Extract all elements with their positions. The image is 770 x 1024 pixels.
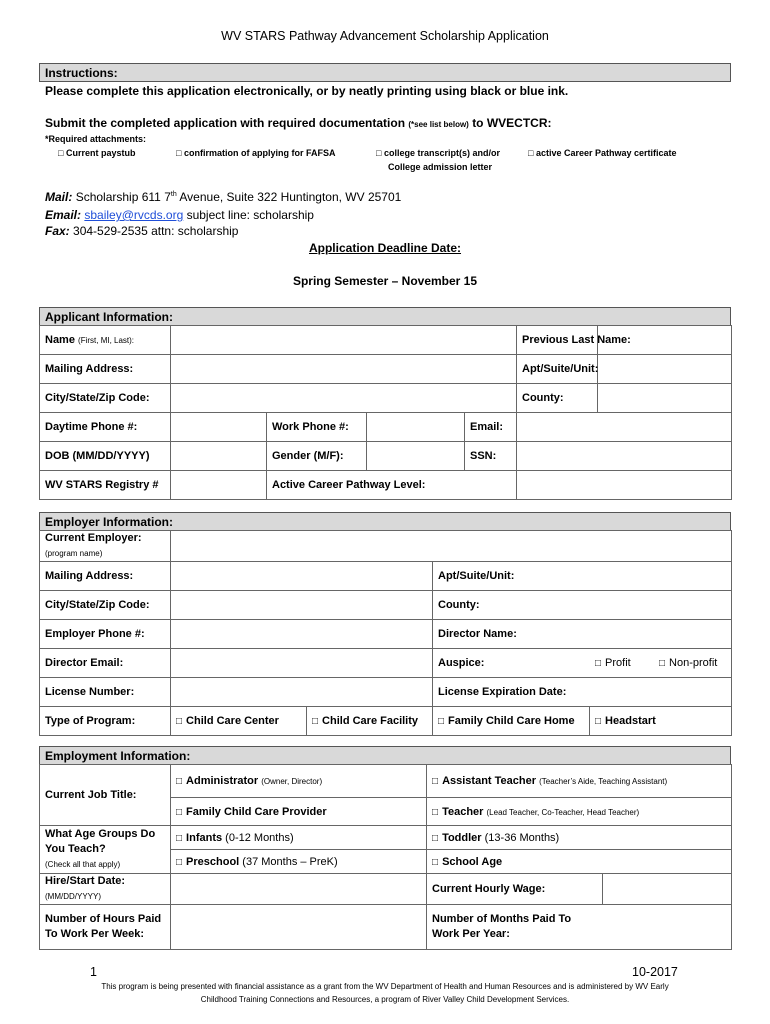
employer-heading: Employer Information: <box>45 515 174 529</box>
job-administrator[interactable]: □ Administrator (Owner, Director) <box>171 765 427 798</box>
employment-table <box>39 764 732 950</box>
program-type-child-care-facility[interactable]: □ Child Care Facility <box>307 707 433 736</box>
submit-pre: Submit the completed application with required documentation <box>45 116 406 130</box>
director-email-field[interactable] <box>171 649 433 678</box>
registry-label: WV STARS Registry # <box>40 471 171 500</box>
program-type-family-child-care-home[interactable]: □ Family Child Care Home <box>433 707 590 736</box>
checkbox-icon: □ <box>176 806 183 818</box>
revision-date: 10-2017 <box>632 965 678 979</box>
checkbox-icon: □ <box>312 716 319 727</box>
employer-table <box>39 530 732 736</box>
checkbox-icon: □ <box>176 716 183 727</box>
job-assistant-teacher[interactable]: □ Assistant Teacher (Teacher’s Aide, Teaching Assistant) <box>427 765 732 798</box>
employer-city-label: City/State/Zip Code: <box>40 591 171 620</box>
checkbox-icon: □ <box>432 832 439 844</box>
fax-text: 304-529-2535 attn: scholarship <box>69 224 239 238</box>
attachment-transcript-line2: College admission letter <box>388 162 493 172</box>
gender-label: Gender (M/F): <box>267 442 367 471</box>
job-family-provider[interactable]: □ Family Child Care Provider <box>171 798 427 826</box>
checkbox-icon[interactable]: □ <box>58 148 64 158</box>
email-label-cell: Email: <box>465 413 517 442</box>
checkbox-icon: □ <box>176 776 183 787</box>
profit-option[interactable]: □ Profit <box>595 657 631 669</box>
pathway-level-field[interactable] <box>517 471 732 500</box>
checkbox-icon[interactable]: □ <box>176 148 182 158</box>
hourly-wage-label: Current Hourly Wage: <box>427 874 603 905</box>
director-name-label: Director Name: <box>433 620 732 649</box>
checkbox-icon: □ <box>176 832 183 844</box>
checkbox-icon[interactable]: □ <box>528 148 534 158</box>
email-label: Email: <box>45 208 82 222</box>
attachment-transcript <box>376 148 500 158</box>
email-link[interactable]: sbailey@rvcds.org <box>84 208 184 222</box>
mail-line <box>45 190 401 204</box>
attachment-paystub <box>58 148 135 158</box>
mail-label: Mail: <box>45 190 73 204</box>
deadline-heading: Application Deadline Date: <box>308 241 462 255</box>
footer-note-line1: This program is being presented with financial assistance as a grant from the WV Department of Health and Human Resources and is administered by WV Early <box>101 982 669 991</box>
program-type-headstart[interactable]: □ Headstart <box>590 707 732 736</box>
page-number: 1 <box>90 965 97 979</box>
employer-phone-field[interactable] <box>171 620 433 649</box>
type-of-program-label: Type of Program: <box>40 707 171 736</box>
email-line <box>45 208 314 222</box>
city-field[interactable] <box>171 384 517 413</box>
attachment-certificate <box>528 148 677 158</box>
applicant-heading: Applicant Information: <box>45 310 173 324</box>
checkbox-icon: □ <box>595 658 602 669</box>
footer-note <box>40 980 730 1006</box>
age-groups-label: What Age Groups Do You Teach? (Check all that apply) <box>40 826 171 874</box>
employer-section-header <box>39 512 731 531</box>
work-phone-label: Work Phone #: <box>267 413 367 442</box>
fax-line <box>45 224 238 238</box>
mailing-address-field[interactable] <box>171 355 517 384</box>
page-title: WV STARS Pathway Advancement Scholarship Application <box>221 29 549 43</box>
applicant-table <box>39 325 732 500</box>
required-attachments-label: *Required attachments: <box>45 134 147 144</box>
email-post: subject line: scholarship <box>183 208 314 222</box>
auspice-cell <box>433 649 732 678</box>
age-school-age[interactable]: □ School Age <box>427 850 732 874</box>
apt-label: Apt/Suite/Unit: <box>517 355 598 384</box>
employer-phone-label: Employer Phone #: <box>40 620 171 649</box>
employer-mailing-field[interactable] <box>171 562 433 591</box>
hours-per-week-field[interactable] <box>171 905 427 950</box>
mail-text-2: Avenue, Suite 322 Huntington, WV 25701 <box>176 190 402 204</box>
county-field[interactable] <box>598 384 732 413</box>
months-per-year-label: Number of Months Paid To Work Per Year: <box>427 905 732 950</box>
employer-county-label: County: <box>433 591 732 620</box>
checkbox-icon: □ <box>176 856 183 868</box>
attachment-label: college transcript(s) and/or <box>383 148 500 158</box>
instructions-line1: Please complete this application electronically, or by neatly printing using black or blue ink. <box>45 84 569 98</box>
checkbox-icon[interactable]: □ <box>376 148 382 158</box>
fax-label: Fax: <box>45 224 70 238</box>
dob-label: DOB (MM/DD/YYYY) <box>40 442 171 471</box>
apt-field[interactable] <box>598 355 732 384</box>
attachment-label: confirmation of applying for FAFSA <box>183 148 336 158</box>
hire-date-label: Hire/Start Date: (MM/DD/YYYY) <box>40 874 171 905</box>
email-field[interactable] <box>517 413 732 442</box>
checkbox-icon: □ <box>595 716 602 727</box>
dob-field[interactable] <box>171 442 267 471</box>
daytime-phone-label: Daytime Phone #: <box>40 413 171 442</box>
submit-line <box>45 116 552 130</box>
license-number-field[interactable] <box>171 678 433 707</box>
work-phone-field[interactable] <box>367 413 465 442</box>
gender-field[interactable] <box>367 442 465 471</box>
name-label: Name (First, MI, Last): <box>40 326 171 355</box>
ssn-field[interactable] <box>517 442 732 471</box>
non-profit-option[interactable]: □ Non-profit <box>659 657 718 669</box>
city-label: City/State/Zip Code: <box>40 384 171 413</box>
registry-field[interactable] <box>171 471 267 500</box>
checkbox-icon: □ <box>432 776 439 787</box>
applicant-section-header <box>39 307 731 326</box>
current-employer-label: Current Employer: (program name) <box>40 531 171 562</box>
daytime-phone-field[interactable] <box>171 413 267 442</box>
submit-post: to WVECTCR: <box>472 116 552 130</box>
program-type-child-care-center[interactable]: □ Child Care Center <box>171 707 307 736</box>
auspice-label: Auspice: <box>438 657 485 669</box>
footer-note-line2: Childhood Training Connections and Resources, a program of River Valley Child Development Services. <box>200 995 570 1004</box>
hourly-wage-field[interactable] <box>603 874 732 905</box>
mail-sup: th <box>170 191 177 198</box>
ssn-label: SSN: <box>465 442 517 471</box>
employer-apt-label: Apt/Suite/Unit: <box>433 562 732 591</box>
attachment-label: Current paystub <box>65 148 136 158</box>
mail-text: Scholarship 611 7 <box>75 190 171 204</box>
instructions-header <box>39 63 731 82</box>
county-label: County: <box>517 384 598 413</box>
employment-section-header <box>39 746 731 765</box>
attachment-fafsa <box>176 148 335 158</box>
job-title-label: Current Job Title: <box>40 765 171 826</box>
director-email-label: Director Email: <box>40 649 171 678</box>
submit-note: (*see list below) <box>408 120 469 129</box>
mailing-address-label: Mailing Address: <box>40 355 171 384</box>
attachment-label: active Career Pathway certificate <box>535 148 677 158</box>
deadline-semester: Spring Semester – November 15 <box>292 274 478 288</box>
hire-date-field[interactable] <box>171 874 427 905</box>
instructions-heading: Instructions: <box>45 66 118 80</box>
checkbox-icon: □ <box>432 806 439 818</box>
license-expiration-label: License Expiration Date: <box>433 678 732 707</box>
age-infants[interactable]: □ Infants (0-12 Months) <box>171 826 427 850</box>
checkbox-icon: □ <box>432 856 439 868</box>
employer-mailing-label: Mailing Address: <box>40 562 171 591</box>
license-number-label: License Number: <box>40 678 171 707</box>
age-toddler[interactable]: □ Toddler (13-36 Months) <box>427 826 732 850</box>
employer-city-field[interactable] <box>171 591 433 620</box>
prev-last-name-label: Previous Last Name: <box>517 326 598 355</box>
checkbox-icon: □ <box>659 658 666 669</box>
hours-per-week-label: Number of Hours Paid To Work Per Week: <box>40 905 171 950</box>
current-employer-field[interactable] <box>171 531 732 562</box>
checkbox-icon: □ <box>438 716 445 727</box>
job-teacher[interactable]: □ Teacher (Lead Teacher, Co-Teacher, Head Teacher) <box>427 798 732 826</box>
employment-heading: Employment Information: <box>45 749 191 763</box>
age-preschool[interactable]: □ Preschool (37 Months – PreK) <box>171 850 427 874</box>
name-field[interactable] <box>171 326 517 355</box>
pathway-level-label: Active Career Pathway Level: <box>267 471 517 500</box>
